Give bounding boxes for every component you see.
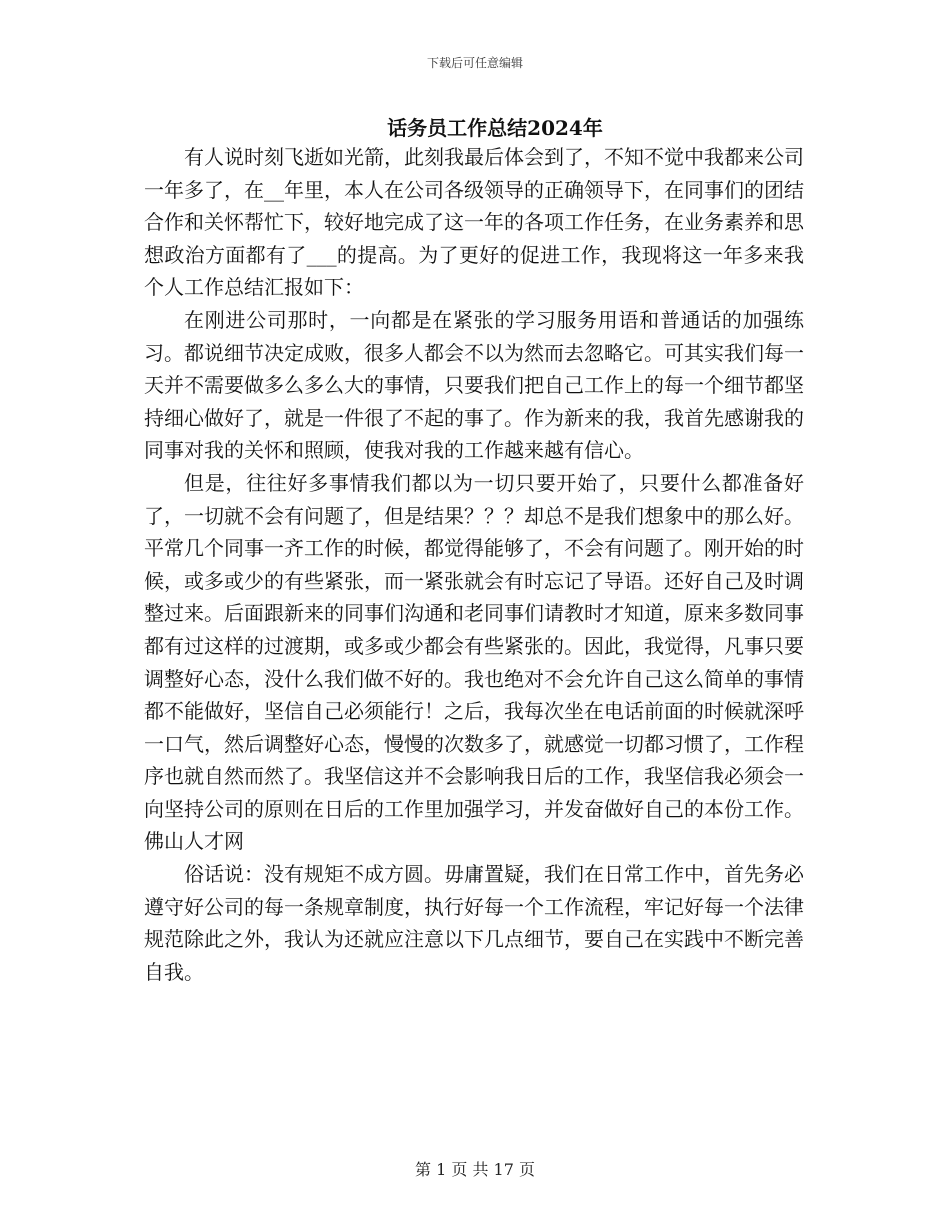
header-note: 下载后可任意编辑 [426, 56, 523, 70]
paragraph: 有人说时刻飞逝如光箭，此刻我最后体会到了，不知不觉中我都来公司一年多了，在__年里，本人在公司各级领导的正确领导下，在同事们的团结合作和关怀帮忙下，较好地完成了这一年的各项工作任务，在业务素养和思想政治方面都有了___的提高。为了更好的促进工作，我现将这一年多来我个人工作总结汇报如下： [144, 145, 804, 300]
paragraph: 但是，往往好多事情我们都以为一切只要开始了，只要什么都准备好了，一切就不会有问题了，但是结果？？？却总不是我们想象中的那么好。平常几个同事一齐工作的时候，都觉得能够了，不会有问题了。刚开始的时候，或多或少的有些紧张，而一紧张就会有时忘记了导语。还好自己及时调整过来。后面跟新来的同事们沟通和老同事们请教时才知道，原来多数同事都有过这样的过渡期，或多或少都会有些紧张的。因此，我觉得，凡事只要调整好心态，没什么我们做不好的。我也绝对不会允许自己这么简单的事情都不能做好，坚信自己必须能行！之后，我每次坐在电话前面的时候就深呼一口气，然后调整好心态，慢慢的次数多了，就感觉一切都习惯了，工作程序也就自然而然了。我坚信这并不会影响我日后的工作，我坚信我必须会一向坚持公司的原则在日后的工作里加强学习，并发奋做好自己的本份工作。佛山人才网 [144, 470, 804, 854]
document-title: 话务员工作总结2024年 [387, 116, 603, 140]
paragraph: 俗话说：没有规矩不成方圆。毋庸置疑，我们在日常工作中，首先务必遵守好公司的每一条规章制度，执行好每一个工作流程，牢记好每一个法律规范除此之外，我认为还就应注意以下几点细节，要自己在实践中不断完善自我。 [144, 862, 804, 984]
page-number: 第 1 页 共 17 页 [415, 1160, 535, 1179]
paragraph: 在刚进公司那时，一向都是在紧张的学习服务用语和普通话的加强练习。都说细节决定成败，很多人都会不以为然而去忽略它。可其实我们每一天并不需要做多么多么大的事情，只要我们把自己工作上的每一个细节都坚持细心做好了，就是一件很了不起的事了。作为新来的我，我首先感谢我的同事对我的关怀和照顾，使我对我的工作越来越有信心。 [144, 307, 804, 463]
document-body [144, 141, 804, 988]
